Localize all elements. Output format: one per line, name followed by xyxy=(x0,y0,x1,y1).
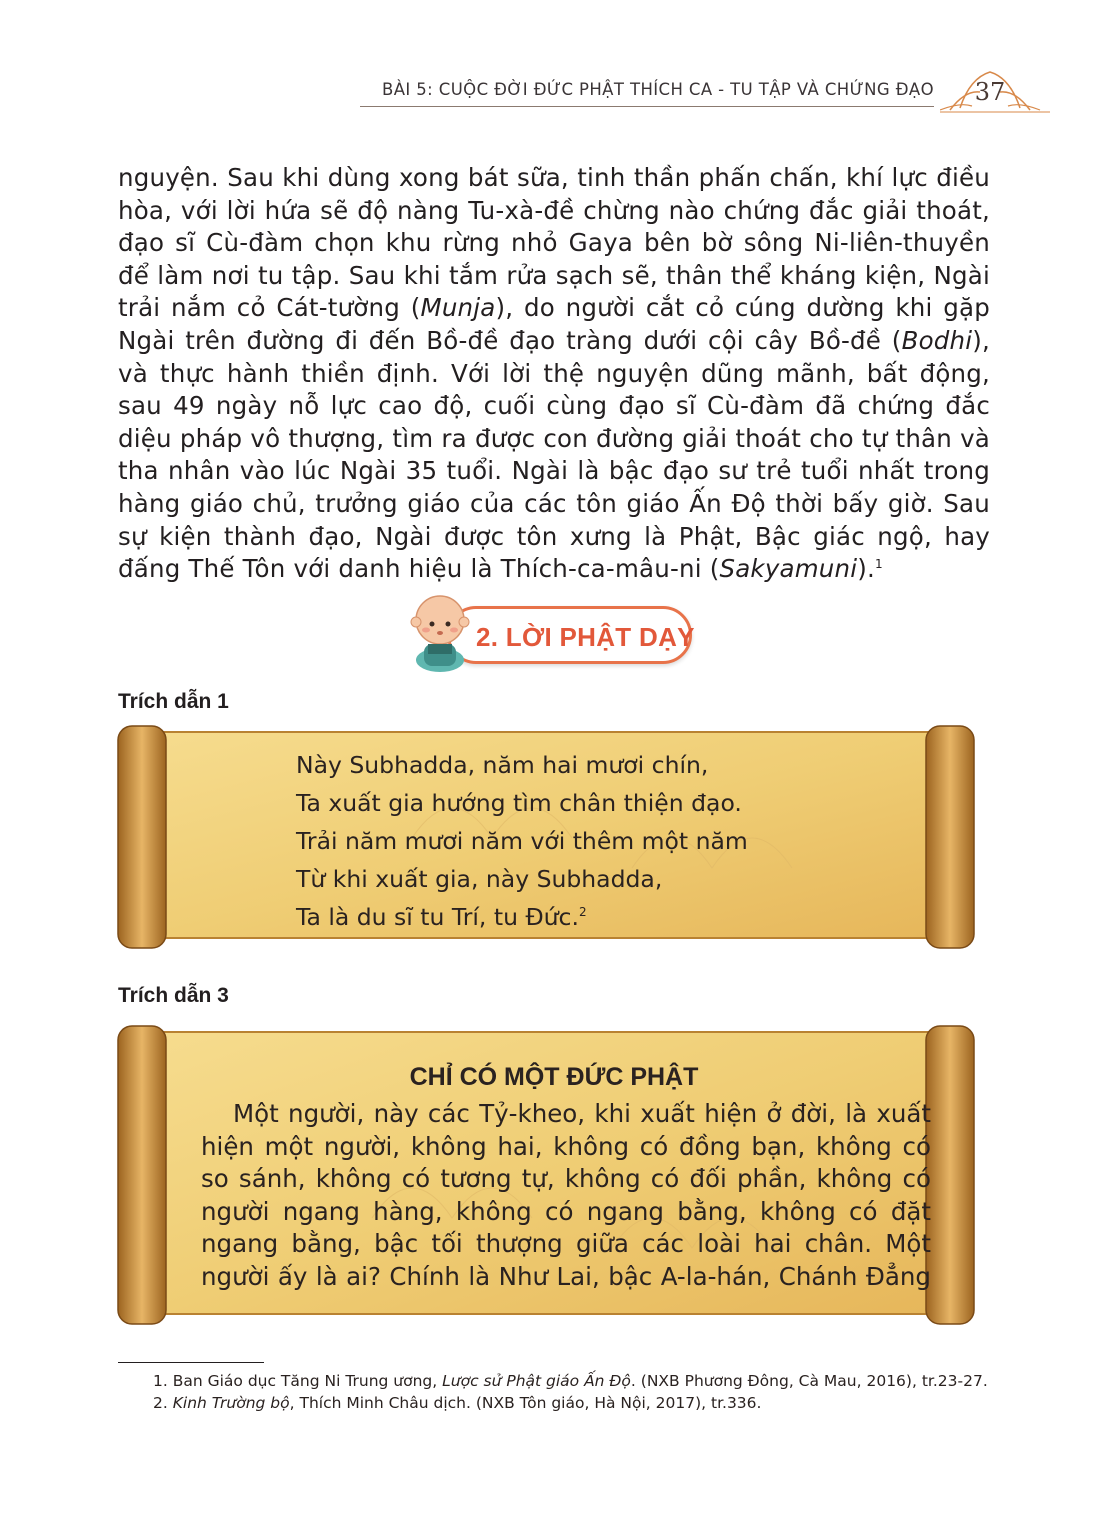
section-title: 2. LỜI PHẬT DẠY xyxy=(476,622,695,652)
chapter-title: BÀI 5: CUỘC ĐỜI ĐỨC PHẬT THÍCH CA - TU TẬP VÀ CHỨNG ĐẠO xyxy=(381,80,934,99)
poem-text: Này Subhadda, năm hai mươi chín, Ta xuất gia hướng tìm chân thiện đạo. Trải năm mươi năm với thêm một năm Từ khi xuất gia, này Subhadda, Ta là du sĩ tu Trí, tu Đức.$^2$ xyxy=(296,751,748,931)
page-number: 37 xyxy=(974,78,1006,106)
footnote-1: 1. Ban Giáo dục Tăng Ni Trung ương, Lược sử Phật giáo Ấn Độ. (NXB Phương Đông, Cà Mau, 2016), tr.23-27. xyxy=(153,1372,988,1390)
scroll-title: CHỈ CÓ MỘT ĐỨC PHẬT xyxy=(409,1063,699,1091)
footnote-rule xyxy=(118,1362,264,1363)
footnote-ref: 1 xyxy=(875,556,883,571)
footnotes xyxy=(118,1370,998,1414)
body-paragraph: nguyện. Sau khi dùng xong bát sữa, tinh thần phấn chấn, khí lực điều hòa, với lời hứa sẽ độ nàng Tu-xà-đề chừng nào chứng đắc giải thoát, đạo sĩ Cù-đàm chọn khu rừng nhỏ Gaya bên bờ sông Ni-liên-thuyền để làm nơi tu tập. Sau khi tắm rửa sạch sẽ, thân thể kháng kiện, Ngài trải nắm cỏ Cát-tường (Munja), do người cắt cỏ cúng dường khi gặp Ngài trên đường đi đến Bồ-đề đạo tràng dưới cội cây Bồ-đề (Bodhi), và thực hành thiền định. Với lời thệ nguyện dũng mãnh, bất động, sau 49 ngày nỗ lực cao độ, cuối cùng đạo sĩ Cù-đàm đã chứng đắc diệu pháp vô thượng, tìm ra được con đường giải thoát cho tự thân và tha nhân vào lúc Ngài 35 tuổi. Ngài là bậc đạo sư trẻ tuổi nhất trong hàng giáo chủ, trưởng giáo của các tôn giáo Ấn Độ thời bấy giờ. Sau sự kiện thành đạo, Ngài được tôn xưng là Phật, Bậc giác ngộ, hay đấng Thế Tôn với danh hiệu là Thích-ca-mâu-ni (Sakyamuni).$^1$ xyxy=(118,163,990,584)
quote-heading-1: Trích dẫn 1 xyxy=(118,690,229,713)
header-rule xyxy=(360,106,934,107)
page-header xyxy=(0,70,1106,120)
footnote-2: 2. Kinh Trường bộ, Thích Minh Châu dịch. (NXB Tôn giáo, Hà Nội, 2017), tr.336. xyxy=(153,1394,762,1412)
scroll-text: Một người, này các Tỷ-kheo, khi xuất hiện ở đời, là xuất hiện một người, không hai, không có đồng bạn, không có so sánh, không có tương tự, không có đối phần, không có người ngang hàng, không có ngang bằng, không có đặt ngang bằng, bậc tối thượng giữa các loài hai chân. Một người ấy là ai? Chính là Như Lai, bậc A-la-hán, Chánh Đẳng xyxy=(201,1099,931,1291)
section-badge xyxy=(402,586,702,676)
footnote-ref: 2 xyxy=(578,905,587,920)
quote-heading-3: Trích dẫn 3 xyxy=(118,984,229,1007)
monk-icon xyxy=(402,586,482,676)
